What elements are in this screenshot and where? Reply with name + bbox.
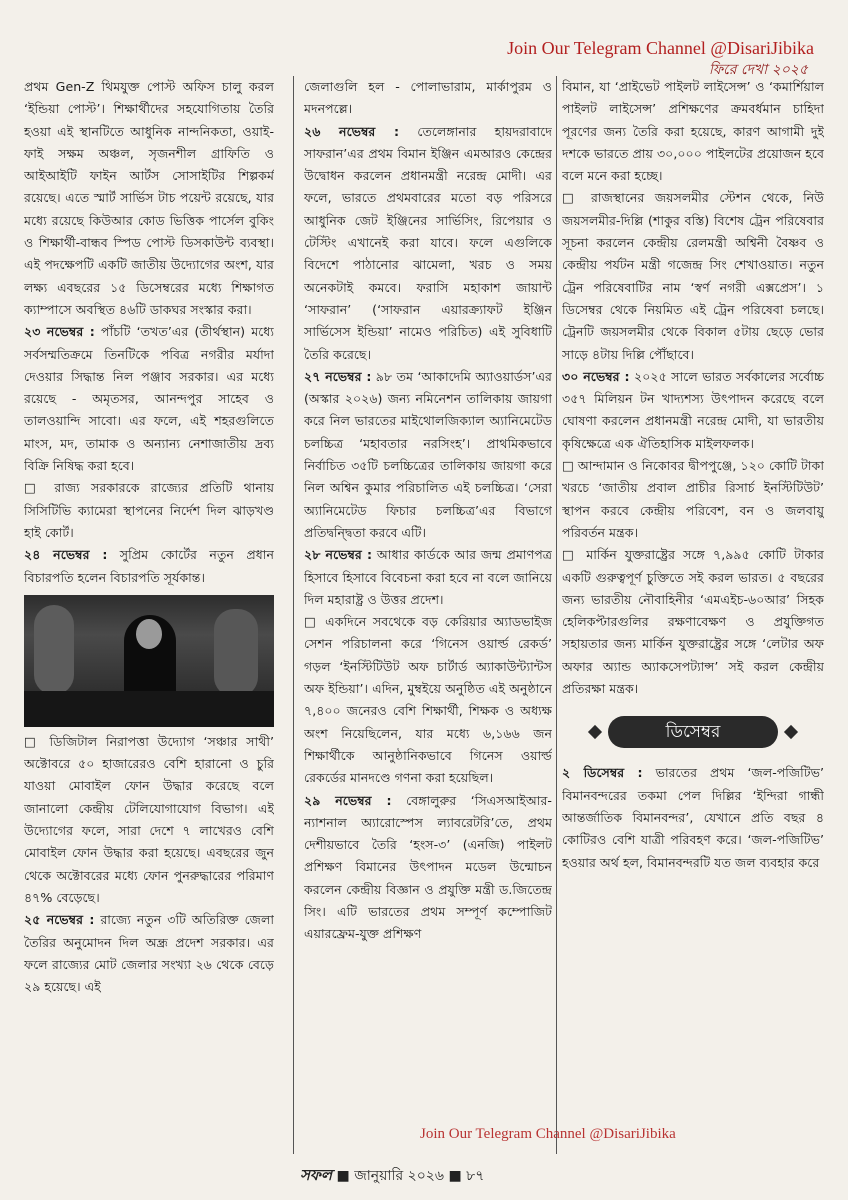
date-label: ২ ডিসেম্বর : <box>562 765 643 781</box>
date-label: ২৫ নভেম্বর : <box>24 912 95 928</box>
section-heading-december <box>608 716 778 748</box>
article-columns <box>24 76 824 1154</box>
paragraph-text: সুপ্রিম কোর্টের নতুন প্রধান বিচারপতি হলেন বিচারপতি সূর্যকান্ত। <box>24 547 274 585</box>
paragraph <box>304 121 552 366</box>
paragraph-text: আধার কার্ডকে আর জন্ম প্রমাণপত্র হিসাবে হিসাবে বিবেচনা করা হবে না বলে জানিয়ে দিল মহারাষ্ট্র ও উত্তর প্রদেশ। <box>304 547 552 607</box>
diamond-icon <box>588 725 602 739</box>
date-label: ২৮ নভেম্বর : <box>304 547 373 563</box>
date-label: ২৭ নভেম্বর : <box>304 368 372 384</box>
paragraph: বিমান, যা ‘প্রাইভেট পাইলট লাইসেন্স’ ও ‘কমার্শিয়াল পাইলট লাইসেন্স’ প্রশিক্ষণের ক্রমবর্ধমান চাহিদা পূরণের জন্য তৈরি করা হয়েছে, কারণ আগামী দুই দশকে ভারতে প্রায় ৩০,০০০ পাইলটের প্রয়োজন হবে বলে মনে করা হচ্ছে। <box>562 79 824 184</box>
date-label: ২৯ নভেম্বর : <box>304 792 392 808</box>
paragraph: □ আন্দামান ও নিকোবর দ্বীপপুঞ্জে, ১২০ কোটি টাকা খরচে ‘জাতীয় প্রবাল প্রাচীর রিসার্চ ইনস্টিটিউট’ স্থাপন করবে কেন্দ্রীয় পরিবেশ, বন ও জলবায়ু পরিবর্তন মন্ত্রক। <box>562 458 824 540</box>
paragraph: □ রাজ্য সরকারকে রাজ্যের প্রতিটি থানায় সিসিটিভি ক্যামেরা স্থাপনের নির্দেশ দিল ঝাড়খণ্ড হাই কোর্ট। <box>24 480 274 540</box>
paragraph: □ একদিনে সবথেকে বড় কেরিয়ার অ্যাডভাইজ সেশন পরিচালনা করে ‘গিনেস ওয়ার্ল্ড রেকর্ড’ গড়ল ‘ইনস্টিটিউট অফ চার্টার্ড অ্যাকাউন্ট্যান্টস অফ ইন্ডিয়া’। এদিন, মুম্বইয়ে অনুষ্ঠিত এই অনুষ্ঠানে ৭,৪০০ জনেরও বেশি শিক্ষার্থী, শিক্ষক ও অধ্যক্ষ অংশ নিয়েছিলেন, যার মধ্যে ৬,১৬৬ জন শিক্ষার্থীকে আনুষ্ঠানিকভাবে গিনেস ওয়ার্ল্ড রেকর্ডের মানদণ্ডে গণনা করা হয়েছিল। <box>304 614 552 786</box>
paragraph <box>24 909 274 998</box>
paragraph <box>562 762 824 873</box>
paragraph: জেলাগুলি হল - পোলাভারাম, মার্কাপুরম ও মদনপল্লে। <box>304 79 552 117</box>
paragraph: □ মার্কিন যুক্তরাষ্ট্রের সঙ্গে ৭,৯৯৫ কোটি টাকার একটি গুরুত্বপূর্ণ চুক্তিতে সই করল ভারত। ৫ বছরের জন্য ভারতীয় নৌবাহিনীর ‘এমএইচ-৬০আর’ সিহক হেলিকপ্টারগুলির রক্ষণাবেক্ষণ ও প্রযুক্তিগত সহায়তার জন্য মার্কিন যুক্তরাষ্ট্রের সঙ্গে ‘লেটার অফ অফার অ্যান্ড অ্যাকসেপট্যান্স’ সই করল কেন্দ্রীয় প্রতিরক্ষা মন্ত্রক। <box>562 547 824 697</box>
telegram-watermark-bottom: Join Our Telegram Channel @DisariJibika <box>420 1126 676 1142</box>
column-divider <box>556 76 557 1154</box>
paragraph: প্রথম Gen-Z থিমযুক্ত পোস্ট অফিস চালু করল ‘ইন্ডিয়া পোস্ট’। শিক্ষার্থীদের সহযোগিতায় তৈরি হওয়া এই স্থানটিতে আধুনিক নান্দনিকতা, ওয়াই-ফাই সক্ষম অঞ্চল, সৃজনশীল গ্রাফিতি ও আইআইটি ফাইন আর্টস সোসাইটির শিল্পকর্ম রয়েছে। এতে স্মার্ট সার্ভিস টাচ পয়েন্ট রয়েছে, যার মধ্যে রয়েছে কিউআর কোড ভিত্তিক পার্সেল বুকিং ও শিক্ষার্থী-বান্ধব স্পিড পোস্ট ডিসকাউন্ট ব্যবস্থা। এই পদক্ষেপটি একটি জাতীয় উদ্যোগের অংশ, যার লক্ষ্য এবছরের ১৫ ডিসেম্বরের মধ্যে শিক্ষাগত ক্যাম্পাসে অবস্থিত ৪৬টি ডাকঘর সংস্কার করা। <box>24 79 274 317</box>
telegram-watermark-top: Join Our Telegram Channel @DisariJibika <box>507 38 814 58</box>
section-heading-label: ডিসেম্বর <box>665 722 721 743</box>
date-label: ২৬ নভেম্বর : <box>304 123 400 139</box>
paragraph-text: পাঁচটি ‘তখত’এর (তীর্থস্থান) মধ্যে সর্বসম্মতিক্রমে তিনটিকে পবিত্র নগরীর মর্যাদা দেওয়ার সিদ্ধান্ত নিল পঞ্জাব সরকার। এর মধ্যে রয়েছে - অমৃতসর, আনন্দপুর সাহেব ও তালওয়ান্দি সাবো। এর ফলে, এই শহরগুলিতে মাংস, মদ, তামাক ও অন্যান্য নেশাজাতীয় দ্রব্য বিক্রি নিষিদ্ধ করা হবে। <box>24 324 274 474</box>
paragraph <box>304 790 552 946</box>
paragraph <box>24 544 274 589</box>
column-2 <box>304 76 552 1154</box>
footer-issue-page: ■ জানুয়ারি ২০২৬ ■ ৮৭ <box>336 1168 485 1184</box>
date-label: ২৪ নভেম্বর : <box>24 547 108 563</box>
column-3 <box>562 76 824 1154</box>
paragraph: □ ডিজিটাল নিরাপত্তা উদ্যোগ ‘সঞ্চার সাথী’ অক্টোবরে ৫০ হাজারেরও বেশি হারানো ও চুরি যাওয়া মোবাইল ফোন উদ্ধার করেছে বলে জানালো কেন্দ্রীয় টেলিযোগাযোগ বিভাগ। এই উদ্যোগের ফলে, সারা দেশে ৭ লাখেরও বেশি মোবাইল ফোন উদ্ধার করা হয়েছে। এবছরের জুন থেকে অক্টোবরের মধ্যে ফোন পুনরুদ্ধারের পরিমাণ ৪৭% বেড়েছে। <box>24 733 274 905</box>
date-label: ৩০ নভেম্বর : <box>562 368 630 384</box>
paragraph-text: তেলেঙ্গানার হায়দরাবাদে সাফরান’এর প্রথম বিমান ইঞ্জিন এমআরও কেন্দ্রের উদ্বোধন করলেন প্রধানমন্ত্রী নরেন্দ্র মোদী। এর ফলে, ভারতে প্রথমবারের মতো বড় পরিসরে আধুনিক জেট ইঞ্জিনের সার্ভিসিং, রিপেয়ার ও টেস্টিং এখানেই করা যাবে। ফলে এগুলিকে বিদেশে পাঠানোর ঝামেলা, খরচ ও সময় অনেকটাই কমবে। ফরাসি মহাকাশ জায়ান্ট ‘সাফরান’ (‘সাফরান এয়ারক্র্যাফট ইঞ্জিন সার্ভিসেস ইন্ডিয়া’ নামেও পরিচিত) এই সুবিধাটি তৈরি করেছে। <box>304 123 552 362</box>
paragraph-text: বেঙ্গালুরুর ‘সিএসআইআর-ন্যাশনাল অ্যারোস্পেস ল্যাবরেটরি’তে, প্রথম দেশীয়ভাবে তৈরি ‘হংস-৩’ (এনজি) পাইলট প্রশিক্ষণ বিমানের উৎপাদন মডেল উন্মোচন করলেন কেন্দ্রীয় বিজ্ঞান ও প্রযুক্তি মন্ত্রী ড.জিতেন্দ্র সিং। এটি ভারতের প্রথম সম্পূর্ণ কম্পোজিট এয়ারফ্রেম-যুক্ত প্রশিক্ষণ <box>304 792 552 942</box>
paragraph: □ রাজস্থানের জয়সলমীর স্টেশন থেকে, নিউ জয়সলমীর-দিল্লি (শাকুর বস্তি) বিশেষ ট্রেন পরিষেবার সূচনা করলেন কেন্দ্রীয় রেলমন্ত্রী অশ্বিনী বৈষ্ণব ও কেন্দ্রীয় পর্যটন মন্ত্রী গজেন্দ্র সিং শেখাওয়াত। নতুন ট্রেন পরিষেবাটির নাম ‘স্বর্ণ নগরী এক্সপ্রেস’। ১ ডিসেম্বর থেকে নিয়মিত এই ট্রেন পরিষেবা চলছে। ট্রেনটি জয়সলমীর থেকে বিকাল ৫টায় ছেড়ে ভোর সাড়ে ৪টায় দিল্লি পৌঁছাবে। <box>562 190 824 362</box>
column-divider <box>293 76 294 1154</box>
paragraph-text: রাজ্যে নতুন ৩টি অতিরিক্ত জেলা তৈরির অনুমোদন দিল অন্ধ্র প্রদেশ সরকার। এর ফলে রাজ্যের মোট জেলার সংখ্যা ২৬ থেকে বেড়ে ২৯ হয়েছে। এই <box>24 912 274 995</box>
column-1 <box>24 76 274 1154</box>
magazine-logo: সফল <box>300 1166 333 1184</box>
paragraph-text: ভারতের প্রথম ‘জল-পজিটিভ’ বিমানবন্দরের তকমা পেল দিল্লির ‘ইন্দিরা গান্ধী আন্তর্জাতিক বিমানবন্দর’, যেখানে প্রতি বছর ৪ কোটিরও বেশি যাত্রী পরিবহণ করে। ‘জল-পজিটিভ’ হওয়ার অর্থ হল, বিমানবন্দরটি যত জল ব্যবহার করে <box>562 765 824 870</box>
paragraph <box>562 366 824 455</box>
page-footer <box>300 1164 484 1189</box>
paragraph <box>304 544 552 611</box>
paragraph-text: ২০২৫ সালে ভারত সর্বকালের সর্বোচ্চ ৩৫৭ মিলিয়ন টন খাদ্যশস্য উৎপাদন করেছে বলে ঘোষণা করলেন প্রধানমন্ত্রী নরেন্দ্র মোদী, যা ভারতীয় কৃষিক্ষেত্রে এক ঐতিহাসিক মাইলফলক। <box>562 368 824 451</box>
paragraph <box>24 321 274 477</box>
diamond-icon <box>784 725 798 739</box>
running-head: ফিরে দেখা ২০২৫ <box>708 62 808 78</box>
paragraph <box>304 366 552 544</box>
chief-justice-photo <box>24 595 274 727</box>
date-label: ২৩ নভেম্বর : <box>24 324 95 340</box>
paragraph-text: ৯৮ তম ‘আকাদেমি অ্যাওয়ার্ডস’এর (অস্কার ২০২৬) জন্য নমিনেশন তালিকায় জায়গা করে নিল ভারতের মাইথোলজিক্যাল অ্যানিমেটেড চলচ্চিত্র ‘মহাবতার নরসিংহ’। প্রাথমিকভাবে নির্বাচিত ৩৫টি চলচ্চিত্রের তালিকায় জায়গা করে নিল অশ্বিন কুমার পরিচালিত এই চলচ্চিত্র। ‘সেরা অ্যানিমেটেড ফিচার চলচ্চিত্র’এর বিভাগে প্রতিদ্বন্দ্বিতা করবে এটি। <box>304 368 552 540</box>
